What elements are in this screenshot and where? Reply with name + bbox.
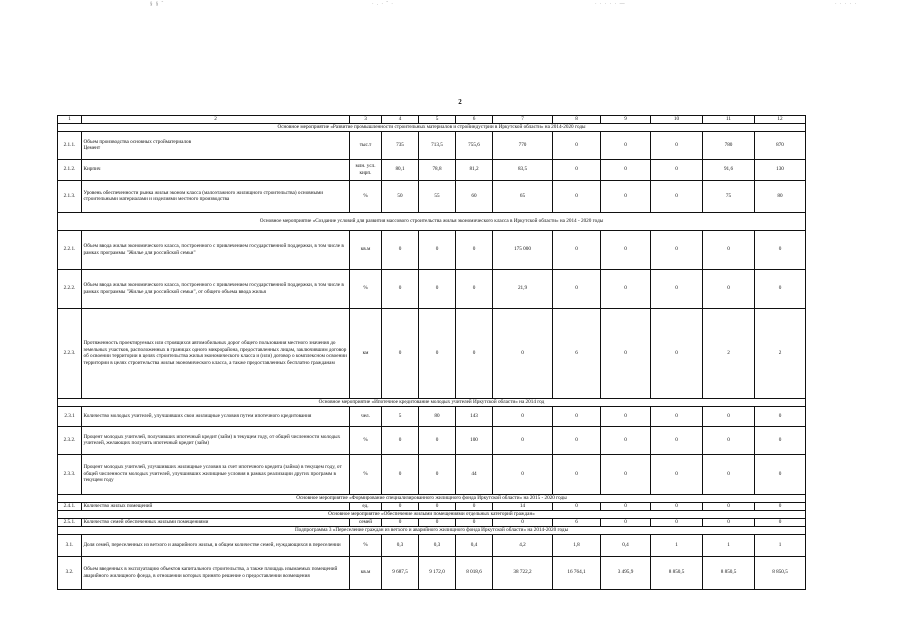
indicator-value: 9 687,5: [382, 556, 419, 589]
indicator-unit: %: [350, 534, 382, 556]
indicator-value: 0: [755, 454, 806, 494]
indicator-value: 0,3: [419, 534, 456, 556]
indicator-value: 1: [651, 534, 703, 556]
indicator-value: 0: [601, 518, 651, 526]
section-heading: Основное мероприятие «Развитие промышленности строительных материалов и стройиндустрии в Иркутской области» на 2014-2020 годы: [58, 123, 806, 131]
indicator-value: 0,3: [382, 534, 419, 556]
indicator-value: 0: [493, 454, 553, 494]
indicator-value: 75: [703, 180, 755, 212]
indicator-value: 0: [755, 269, 806, 308]
indicator-value: 0: [651, 426, 703, 454]
indicator-value: 8 850,5: [651, 556, 703, 589]
section-heading-row: [58, 526, 806, 534]
indicator-value: 0: [601, 230, 651, 269]
indicator-value: 80: [755, 180, 806, 212]
indicator-value: 755,6: [456, 131, 493, 159]
indicator-row: [58, 502, 806, 510]
indicator-value: 0: [601, 131, 651, 159]
indicator-name: Количество семей обеспеченных жилыми помещениями: [82, 518, 350, 526]
indicator-value: 80: [419, 406, 456, 426]
indicator-value: 0: [651, 230, 703, 269]
indicator-unit: кв.м: [350, 230, 382, 269]
indicator-number: 3.2.: [58, 556, 82, 589]
indicator-number: 2.3.2.: [58, 426, 82, 454]
indicator-value: 0: [703, 518, 755, 526]
page-number: 2: [458, 98, 462, 106]
indicator-value: 0: [553, 502, 601, 510]
indicator-value: 0: [601, 454, 651, 494]
indicator-value: 0,4: [456, 534, 493, 556]
indicator-unit: ед.: [350, 502, 382, 510]
indicator-value: 0: [419, 230, 456, 269]
indicator-value: 0: [601, 426, 651, 454]
indicator-unit: км: [350, 308, 382, 398]
column-number: 12: [755, 116, 806, 124]
indicator-unit: %: [350, 454, 382, 494]
indicator-value: 0: [419, 518, 456, 526]
indicator-value: 81,2: [456, 159, 493, 180]
indicator-value: 0: [553, 269, 601, 308]
indicator-value: 21,9: [493, 269, 553, 308]
indicator-value: 14: [493, 502, 553, 510]
column-number: 6: [456, 116, 493, 124]
scan-artifact: · . · ˘ ·: [372, 2, 394, 7]
indicator-number: 2.2.3.: [58, 308, 82, 398]
indicator-row: [58, 406, 806, 426]
indicator-row: [58, 131, 806, 159]
indicator-unit: млн. усл. кирп.: [350, 159, 382, 180]
indicator-value: 713,5: [419, 131, 456, 159]
indicator-value: 0: [382, 308, 419, 398]
indicator-value: 0: [703, 406, 755, 426]
indicator-value: 0: [419, 426, 456, 454]
indicator-value: 0: [601, 269, 651, 308]
indicator-name: Объем ввода жилья экономического класса, построенного с привлечением государственной поддержки, в том числе в рамках программы "Жилье для российской семьи": [82, 230, 350, 269]
indicator-value: 130: [755, 159, 806, 180]
indicator-row: [58, 269, 806, 308]
indicator-value: 0: [755, 406, 806, 426]
indicator-row: [58, 426, 806, 454]
indicator-value: 0: [493, 406, 553, 426]
indicator-number: 3.1.: [58, 534, 82, 556]
indicator-value: 2: [703, 308, 755, 398]
indicator-value: 0: [601, 180, 651, 212]
indicator-value: 1,8: [553, 534, 601, 556]
indicator-value: 5: [382, 406, 419, 426]
indicator-unit: кв.м: [350, 556, 382, 589]
indicator-value: 0: [553, 131, 601, 159]
indicator-unit: чел.: [350, 406, 382, 426]
column-number: 3: [350, 116, 382, 124]
indicator-value: 1: [703, 534, 755, 556]
section-heading-row: [58, 510, 806, 518]
indicator-value: 0: [703, 269, 755, 308]
indicator-name: Процент молодых учителей, получивших ипотечный кредит (займ) в текущем году, от общей численности молодых учителей, желающих получить ипотечный кредит (займ): [82, 426, 350, 454]
indicator-value: 4,2: [493, 534, 553, 556]
indicator-value: 0: [553, 426, 601, 454]
scan-artifact: · · · · ·: [835, 2, 858, 7]
indicator-value: 0: [755, 230, 806, 269]
indicator-value: 0: [601, 406, 651, 426]
indicator-value: 0: [601, 308, 651, 398]
column-number-row: [58, 116, 806, 124]
column-number: 5: [419, 116, 456, 124]
indicator-name: Уровень обеспеченности рынка жилья эконом класса (малоэтажного жилищного строительства) основными строительными материалами и изделиями местного производства: [82, 180, 350, 212]
indicator-name: Доля семей, переселенных из ветхого и аварийного жилья, в общем количестве семей, нуждающихся в переселении: [82, 534, 350, 556]
indicator-value: 0: [493, 308, 553, 398]
indicator-row: [58, 180, 806, 212]
indicator-value: 0: [651, 502, 703, 510]
indicator-number: 2.3.3.: [58, 454, 82, 494]
indicator-name: Объем введенных в эксплуатацию объектов капитального строительства, а также площадь изымаемых помещений аварийного жилищного фонда, в отношении которых принято решение о предоставлении возмещения: [82, 556, 350, 589]
indicator-value: 780: [703, 131, 755, 159]
indicator-number: 2.1.3.: [58, 180, 82, 212]
indicator-value: 44: [456, 454, 493, 494]
indicator-value: 0: [651, 159, 703, 180]
indicator-value: 0: [703, 454, 755, 494]
indicator-number: 2.2.2.: [58, 269, 82, 308]
indicator-value: 2: [755, 308, 806, 398]
indicator-row: [58, 159, 806, 180]
indicator-value: 0: [493, 426, 553, 454]
indicator-unit: %: [350, 180, 382, 212]
indicator-value: 91,6: [703, 159, 755, 180]
indicator-value: 0: [703, 230, 755, 269]
indicator-value: 100: [456, 426, 493, 454]
section-heading-row: [58, 494, 806, 502]
indicator-name: Количество жилых помещений: [82, 502, 350, 510]
indicator-value: 3 495,9: [601, 556, 651, 589]
scan-artifact: § § ˆ: [150, 2, 165, 7]
indicator-value: 0: [651, 180, 703, 212]
indicator-name: Протяженность проектируемых или строящихся автомобильных дорог общего пользования местного значения до земельных участков, расположенных в границах одного микрорайона, предоставленных лицам, заключившим договор об освоении территории в целях строительства жилья экономического класса и (или) договор о комплексном освоении территории в целях строительства жилья экономического класса, а также предоставленных бесплатно гражданам: [82, 308, 350, 398]
indicator-row: [58, 534, 806, 556]
indicator-value: 0: [419, 269, 456, 308]
indicator-name: Процент молодых учителей, улучшивших жилищные условия за счет ипотечного кредита (займа) в текущем году, от общей численности молодых учителей, улучшивших жилищные условия в рамках реализации других программ в текущем году: [82, 454, 350, 494]
indicator-value: 0: [553, 406, 601, 426]
indicator-value: 0: [553, 230, 601, 269]
indicator-number: 2.4.1.: [58, 502, 82, 510]
indicator-value: 0: [703, 426, 755, 454]
column-number: 10: [651, 116, 703, 124]
indicator-value: 0: [651, 454, 703, 494]
column-number: 8: [553, 116, 601, 124]
column-number: 7: [493, 116, 553, 124]
indicator-value: 0: [553, 454, 601, 494]
indicator-value: 6: [553, 518, 601, 526]
indicator-value: 0: [651, 269, 703, 308]
indicator-value: 0: [755, 518, 806, 526]
indicator-value: 770: [493, 131, 553, 159]
indicator-value: 8 850,5: [703, 556, 755, 589]
column-number: 1: [58, 116, 82, 124]
indicator-value: 0: [382, 502, 419, 510]
indicator-value: 16 764,1: [553, 556, 601, 589]
indicator-value: 83,5: [493, 159, 553, 180]
indicator-value: 0: [419, 308, 456, 398]
indicator-value: 0: [456, 518, 493, 526]
indicator-value: 55: [419, 180, 456, 212]
indicator-number: 2.1.1.: [58, 131, 82, 159]
indicator-value: 0: [382, 454, 419, 494]
indicator-value: 175 000: [493, 230, 553, 269]
section-heading-row: [58, 212, 806, 230]
column-number: 2: [82, 116, 350, 124]
indicator-unit: %: [350, 269, 382, 308]
section-heading: Подпрограмма 3 «Переселение граждан из ветхого и аварийного жилищного фонда Иркутской области» на 2014-2020 годы: [58, 526, 806, 534]
indicator-number: 2.2.1.: [58, 230, 82, 269]
indicator-value: 0: [382, 426, 419, 454]
indicator-value: 0: [703, 502, 755, 510]
indicator-value: 60: [456, 180, 493, 212]
indicator-name: Объем производства основных стройматериалов Цемент: [82, 131, 350, 159]
indicator-value: 0: [601, 159, 651, 180]
indicator-value: 1: [755, 534, 806, 556]
indicator-value: 870: [755, 131, 806, 159]
indicator-value: 0: [651, 131, 703, 159]
column-number: 9: [601, 116, 651, 124]
indicator-value: 0: [419, 502, 456, 510]
indicator-name: Количество молодых учителей, улучшивших свои жилищные условия путем ипотечного кредитования: [82, 406, 350, 426]
indicator-unit: семей: [350, 518, 382, 526]
indicator-value: 0: [755, 426, 806, 454]
section-heading: Основное мероприятие «Обеспечение жилыми помещениями отдельных категорий граждан»: [58, 510, 806, 518]
indicator-value: 78,8: [419, 159, 456, 180]
indicator-value: 0: [553, 159, 601, 180]
indicator-value: 735: [382, 131, 419, 159]
indicator-value: 143: [456, 406, 493, 426]
column-number: 4: [382, 116, 419, 124]
indicator-row: [58, 518, 806, 526]
section-heading: Основное мероприятие «Ипотечное кредитование молодых учителей Иркутской области» на 2014 год: [58, 398, 806, 406]
scan-artifact: · · · · · —: [595, 2, 626, 7]
indicator-value: 0: [382, 269, 419, 308]
indicator-row: [58, 308, 806, 398]
indicator-value: 0: [456, 269, 493, 308]
indicator-value: 8 018,6: [456, 556, 493, 589]
indicator-value: 0: [382, 518, 419, 526]
indicator-value: 0: [493, 518, 553, 526]
indicator-value: 0: [651, 518, 703, 526]
indicator-value: 0: [755, 502, 806, 510]
indicator-row: [58, 454, 806, 494]
indicator-value: 0: [419, 454, 456, 494]
indicator-value: 8 850,5: [755, 556, 806, 589]
indicator-name: Кирпич: [82, 159, 350, 180]
indicator-value: 0: [553, 180, 601, 212]
indicator-value: 0: [382, 230, 419, 269]
indicator-value: 65: [493, 180, 553, 212]
section-heading: Основное мероприятие «Формирование специализированного жилищного фонда Иркутской области» на 2015 - 2020 годы: [58, 494, 806, 502]
indicator-unit: %: [350, 426, 382, 454]
indicator-name: Объем ввода жилья экономического класса, построенного с привлечением государственной поддержки, в том числе в рамках программы "Жилье для российской семьи", от общего объема ввода жилья: [82, 269, 350, 308]
indicator-number: 2.3.1: [58, 406, 82, 426]
indicator-unit: тыс.т: [350, 131, 382, 159]
indicator-value: 0: [456, 502, 493, 510]
indicator-value: 0: [651, 308, 703, 398]
indicator-value: 50: [382, 180, 419, 212]
indicator-value: 0: [456, 308, 493, 398]
indicator-row: [58, 230, 806, 269]
section-heading-row: [58, 398, 806, 406]
indicator-value: 0: [456, 230, 493, 269]
indicator-value: 6: [553, 308, 601, 398]
indicator-value: 0: [601, 502, 651, 510]
indicator-number: 2.5.1.: [58, 518, 82, 526]
indicator-number: 2.1.2.: [58, 159, 82, 180]
section-heading: Основное мероприятие «Создание условий для развития массового строительства жилья экономического класса в Иркутской области» на 2014 - 2020 годы: [58, 212, 806, 230]
indicator-value: 0: [651, 406, 703, 426]
column-number: 11: [703, 116, 755, 124]
indicator-row: [58, 556, 806, 589]
indicator-value: 38 722,2: [493, 556, 553, 589]
indicator-value: 9 172,0: [419, 556, 456, 589]
indicator-value: 80,1: [382, 159, 419, 180]
indicators-table: [57, 115, 806, 590]
indicator-value: 0,4: [601, 534, 651, 556]
section-heading-row: [58, 123, 806, 131]
